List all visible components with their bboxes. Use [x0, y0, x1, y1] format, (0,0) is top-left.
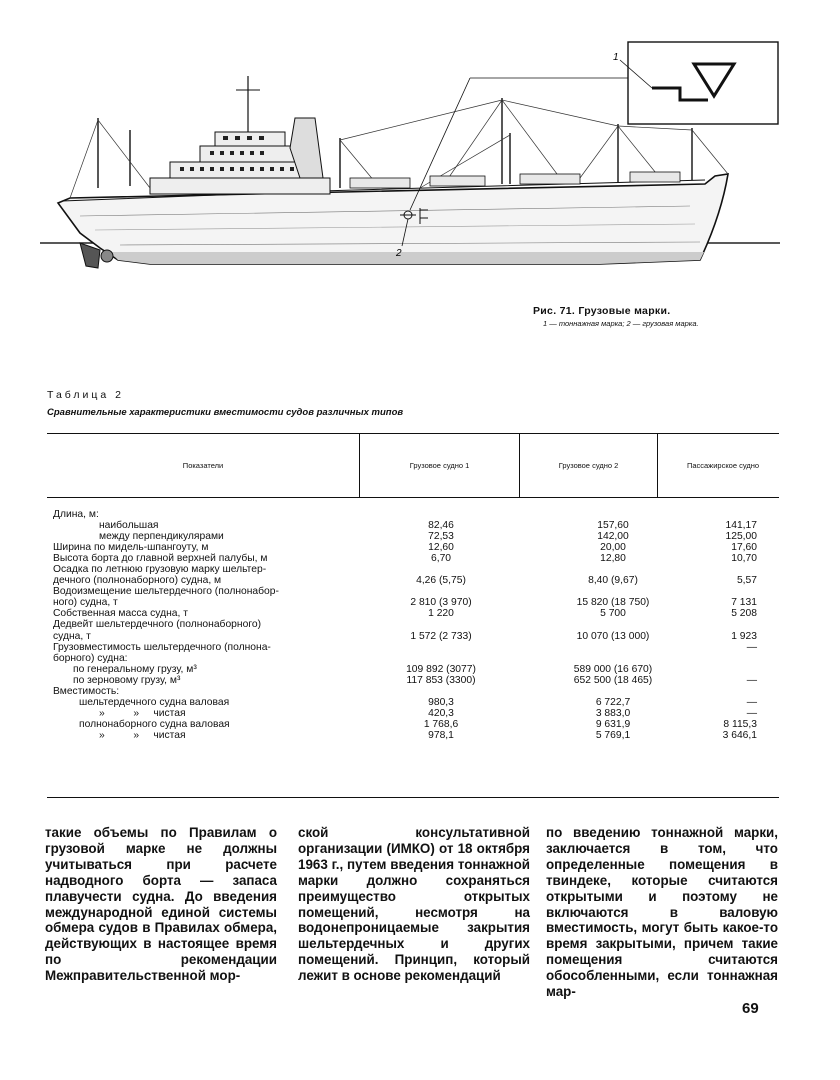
table-row — [47, 619, 779, 630]
table-row — [47, 653, 779, 664]
cell-cargo1: 980,3 — [428, 696, 454, 708]
cell-cargo1: 6,70 — [430, 553, 452, 565]
row-label: Грузовместимость шельтердечного (полнона- — [53, 641, 271, 653]
table-row — [47, 686, 779, 697]
cell-passenger: 125,00 — [725, 531, 757, 543]
cell-cargo2: 15 820 (18 750) — [576, 597, 650, 609]
row-label: по зерновому грузу, м³ — [73, 674, 181, 686]
row-label: шельтердечного судна валовая — [79, 696, 230, 708]
table-row — [47, 675, 779, 686]
page-number: 69 — [742, 1000, 759, 1017]
row-label: борного) судна: — [53, 652, 128, 664]
cell-cargo1: 72,53 — [428, 531, 454, 543]
cell-passenger: 10,70 — [731, 553, 757, 565]
header-cargo-ship-2: Грузовое судно 2 — [558, 460, 619, 470]
cell-cargo2: 8,40 (9,67) — [588, 575, 638, 587]
cell-passenger: 7 131 — [731, 597, 757, 609]
cell-passenger: 141,17 — [725, 520, 757, 532]
cell-cargo1: 4,26 (5,75) — [416, 575, 466, 587]
table-row — [47, 542, 779, 553]
table-row — [47, 520, 779, 531]
cell-cargo1: 1 768,6 — [423, 718, 459, 730]
figure-caption — [533, 305, 793, 328]
cell-cargo2: 652 500 (18 465) — [573, 674, 653, 686]
cell-passenger: 8 115,3 — [723, 718, 757, 730]
table-label: Таблица 2 — [47, 389, 124, 401]
row-label: ного) судна, т — [53, 597, 118, 609]
paragraph: ской консультативной организации (ИМКО) от 18 октября 1963 г., путем введения тоннажной марки должно сохраняться преимущество открытых помещений, несмотря на водонепроницаемые закрытия шельтердечных и других помещений. Принцип, который лежит в основе рекомендаций — [298, 825, 530, 984]
table-header-rule — [47, 497, 779, 498]
cell-passenger: 1 923 — [731, 630, 757, 642]
row-label: Осадка по летнюю грузовую марку шельтер- — [53, 564, 267, 576]
figure-caption-title: Рис. 71. Грузовые марки. — [533, 305, 671, 317]
cell-cargo1: 82,46 — [428, 520, 454, 532]
cell-cargo2: 12,80 — [600, 553, 626, 565]
cell-passenger: 5 208 — [731, 608, 757, 620]
cell-cargo2: 6 722,7 — [595, 696, 631, 708]
row-label: наибольшая — [99, 520, 159, 532]
table-row — [47, 730, 779, 741]
row-label: между перпендикулярами — [99, 531, 224, 543]
cell-cargo2: 589 000 (16 670) — [573, 663, 653, 675]
text-column-3 — [546, 825, 778, 1000]
row-label: Длина, м: — [53, 509, 99, 520]
cell-cargo2: 5 700 — [600, 608, 626, 620]
text-column-2 — [298, 825, 530, 984]
table-row — [47, 708, 779, 719]
table-row — [47, 631, 779, 642]
cell-passenger: — — [746, 641, 757, 653]
cell-cargo1: 2 810 (3 970) — [410, 597, 472, 609]
table-row — [47, 608, 779, 619]
cell-passenger: 5,57 — [736, 575, 757, 587]
callout-1: 1 — [613, 52, 619, 63]
table-row — [47, 564, 779, 575]
text-column-1 — [45, 825, 277, 984]
cell-cargo2: 142,00 — [597, 531, 629, 543]
table-row — [47, 586, 779, 597]
header-indicator: Показатели — [182, 460, 224, 470]
row-label: Ширина по мидель-шпангоуту, м — [53, 542, 209, 554]
row-label: » » чистая — [99, 707, 186, 719]
table-bottom-rule — [47, 797, 779, 798]
table-row — [47, 509, 779, 520]
cell-cargo1: 109 892 (3077) — [406, 663, 476, 675]
row-label: Дедвейт шельтердечного (полнонаборного) — [53, 619, 261, 631]
table-title: Сравнительные характеристики вместимости судов различных типов — [47, 407, 404, 418]
cell-cargo1: 12,60 — [428, 542, 454, 554]
cell-cargo2: 20,00 — [600, 542, 626, 554]
callout-2: 2 — [396, 248, 402, 259]
header-cargo-ship-1: Грузовое судно 1 — [409, 460, 470, 470]
table-row — [47, 553, 779, 564]
row-label: дечного (полнонаборного) судна, м — [53, 575, 222, 587]
paragraph: по введению тоннажной марки, заключается в том, что определенные помещения в твиндеке, которые считаются открытыми и поэтому не включаются в валовую вместимость, могут быть какое-то время закрытыми, причем такие помещения считаются обособленными, если тоннажная мар- — [546, 825, 778, 1000]
cell-cargo2: 9 631,9 — [595, 718, 631, 730]
table-row — [47, 575, 779, 586]
cell-cargo2: 3 883,0 — [595, 707, 631, 719]
table-row — [47, 697, 779, 708]
table-divider — [657, 434, 658, 497]
row-label: Высота борта до главной верхней палубы, м — [53, 553, 268, 565]
header-passenger-ship: Пассажирское судно — [686, 460, 760, 470]
row-label: по генеральному грузу, м³ — [73, 663, 197, 675]
table-row — [47, 642, 779, 653]
cell-passenger: — — [746, 707, 757, 719]
cell-cargo1: 1 572 (2 733) — [410, 630, 472, 642]
row-label: » » чистая — [99, 729, 186, 741]
cell-cargo1: 420,3 — [428, 707, 454, 719]
cell-cargo2: 5 769,1 — [595, 729, 631, 741]
table-row — [47, 531, 779, 542]
cell-cargo2: 157,60 — [597, 520, 629, 532]
figure-caption-legend: 1 — тоннажная марка; 2 — грузовая марка. — [543, 319, 699, 328]
table-row — [47, 719, 779, 730]
row-label: Вместимость: — [53, 685, 120, 697]
table-row — [47, 664, 779, 675]
paragraph: такие объемы по Правилам о грузовой марке не должны учитываться при расчете надводного борта — запаса плавучести судна. До введения международной единой системы обмера судов в Правилах обмера, действующих в настоящее время по рекомендации Межправительственной мор- — [45, 825, 277, 984]
cell-cargo1: 978,1 — [428, 729, 454, 741]
cell-passenger: — — [746, 696, 757, 708]
row-label: Водоизмещение шельтердечного (полнонабор- — [53, 586, 279, 598]
row-label: судна, т — [53, 630, 91, 642]
table-body — [47, 509, 779, 741]
cargo-ship-illustration — [40, 38, 780, 303]
cell-cargo1: 1 220 — [428, 608, 454, 620]
row-label: полнонаборного судна валовая — [79, 718, 230, 730]
cell-passenger: 3 646,1 — [722, 729, 757, 741]
cell-passenger: 17,60 — [731, 542, 757, 554]
cell-passenger: — — [746, 674, 757, 686]
table-row — [47, 597, 779, 608]
cell-cargo2: 10 070 (13 000) — [576, 630, 650, 642]
cell-cargo1: 117 853 (3300) — [406, 674, 476, 686]
row-label: Собственная масса судна, т — [53, 608, 188, 620]
